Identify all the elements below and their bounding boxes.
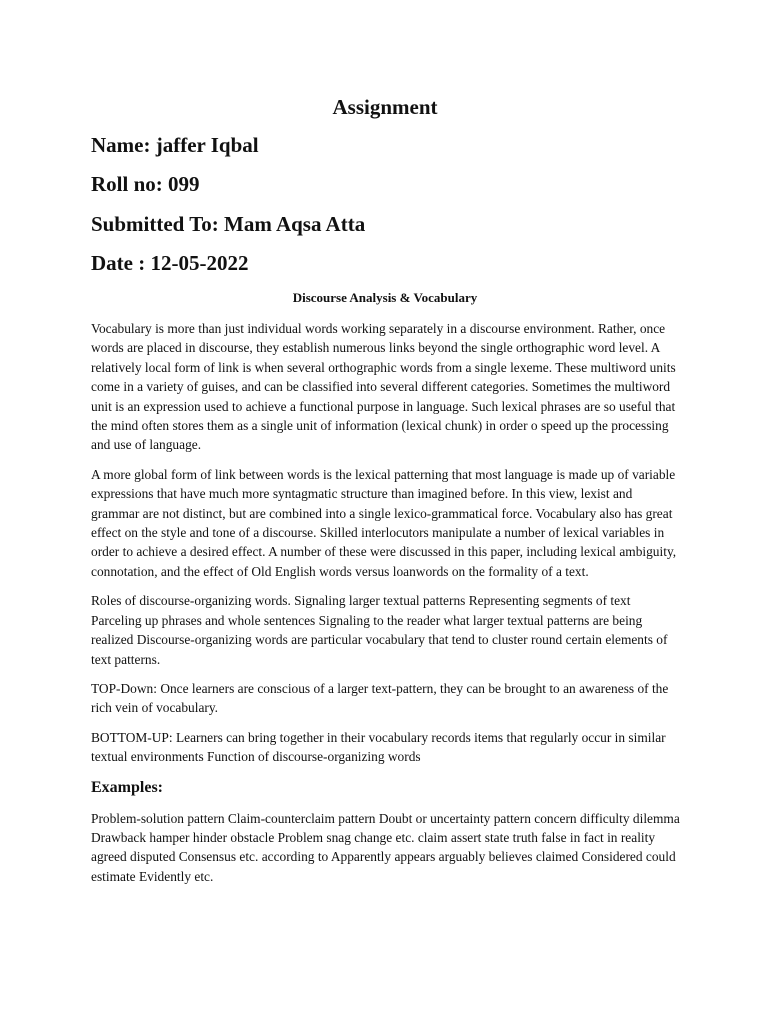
- document-body: [91, 319, 683, 896]
- body-paragraph-5: BOTTOM-UP: Learners can bring together in their vocabulary records items that regularly occur in similar textual environments Function of discourse-organizing words: [91, 729, 666, 765]
- examples-heading: Examples:: [91, 778, 163, 796]
- examples-paragraph: Problem-solution pattern Claim-counterclaim pattern Doubt or uncertainty pattern concern difficulty dilemma Drawback hamper hinder obstacle Problem snag change etc. claim assert state truth false in fact in reality agreed disputed Consensus etc. according to Apparently appears arguably believes claimed Considered could estimate Evidently etc.: [91, 810, 680, 884]
- submitted-to: Submitted To: Mam Aqsa Atta: [91, 212, 366, 236]
- student-name: Name: jaffer Iqbal: [91, 133, 259, 157]
- body-paragraph-1: Vocabulary is more than just individual words working separately in a discourse environment. Rather, once words are placed in discourse, they establish numerous links beyond the single orthographic word level. A relatively local form of link is when several orthographic words from a single lexeme. These multiword units come in a variety of guises, and can be classified into several different categories. Sometimes the multiword unit is an expression used to achieve a functional purpose in language. Such lexical phrases are so useful that the mind often stores them as a single unit of information (lexical chunk) in order o speed up the processing and use of language.: [91, 321, 676, 453]
- document-subtitle: Discourse Analysis & Vocabulary: [292, 290, 478, 305]
- submission-date: Date : 12-05-2022: [91, 251, 249, 275]
- body-paragraph-3: Roles of discourse-organizing words. Signaling larger textual patterns Representing segments of text Parceling up phrases and whole sentences Signaling to the reader what larger textual patterns are being realized Discourse-organizing words are particular vocabulary that tend to cluster round certain elements of text patterns.: [91, 593, 668, 667]
- document-title: Assignment: [332, 95, 438, 119]
- body-paragraph-4: TOP-Down: Once learners are conscious of a larger text-pattern, they can be brought to an awareness of the rich vein of vocabulary.: [91, 680, 669, 716]
- body-paragraph-2: A more global form of link between words is the lexical patterning that most language is made up of variable expressions that have much more syntagmatic structure than imagined before. In this view, lexist and grammar are not distinct, but are combined into a single lexico-grammatical force. Vocabulary also has great effect on the style and tone of a discourse. Skilled interlocutors manipulate a number of lexical variables in order to achieve a desired effect. A number of these were discussed in this paper, including lexical ambiguity, connotation, and the effect of Old English words versus loanwords on the formality of a text.: [91, 466, 677, 579]
- roll-number: Roll no: 099: [91, 172, 200, 196]
